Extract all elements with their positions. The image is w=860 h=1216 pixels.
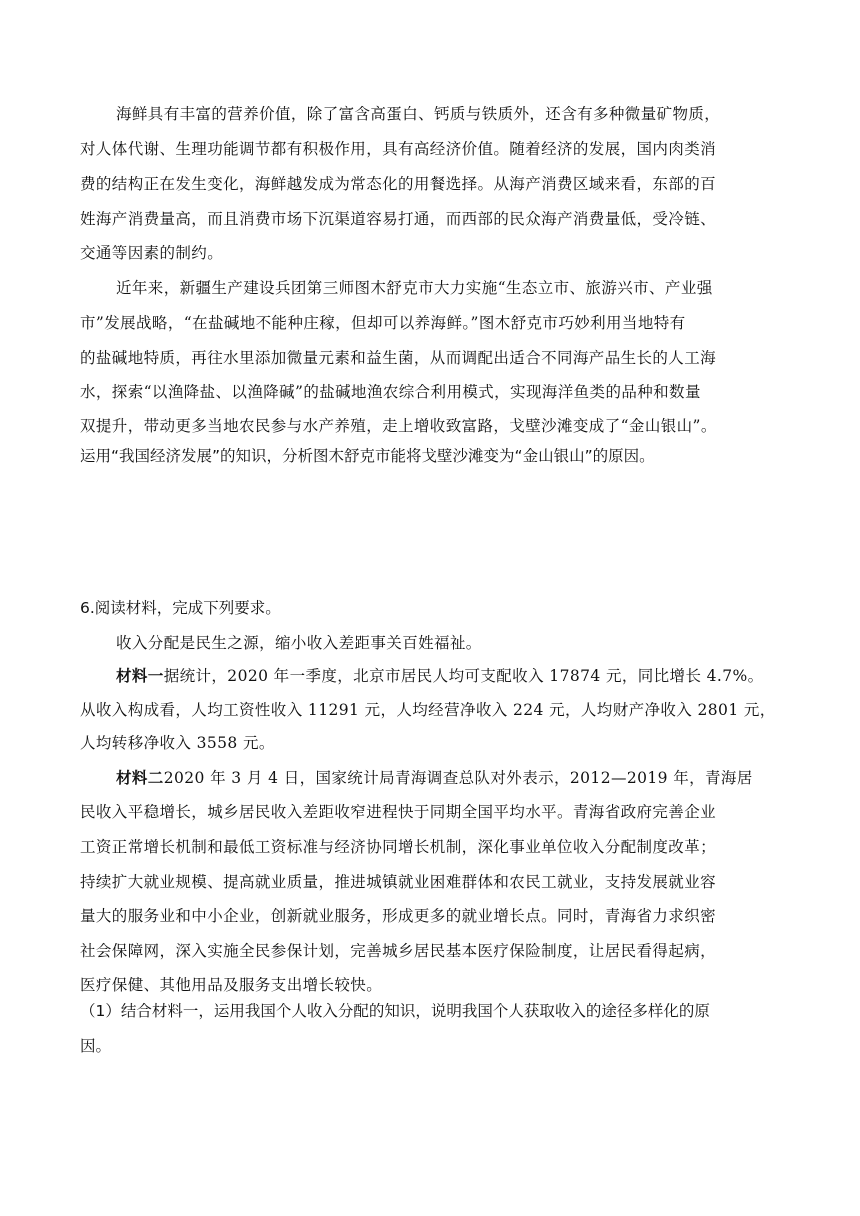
material-two-line [116,768,753,788]
passage-line: 对人体代谢、生理功能调节都有积极作用，具有高经济价值。随着经济的发展，国内肉类消 [80,140,717,158]
passage-line: 海鲜具有丰富的营养价值，除了富含高蛋白、钙质与铁质外，还含有多种微量矿物质， [116,105,721,123]
material-one-line: 从收入构成看，人均工资性收入 11291 元，人均经营净收入 224 元，人均财产净收入 2801 元， [80,701,776,719]
material-one-text: 据统计，2020 年一季度，北京市居民人均可支配收入 17874 元，同比增长 4.7%。 [163,667,764,685]
sub-question-1: （1）结合材料一，运用我国个人收入分配的知识，说明我国个人获取收入的途径多样化的原 [80,1002,710,1020]
material-two-line: 医疗保健、其他用品及服务支出增长较快。 [80,976,383,994]
material-one-line: 人均转移净收入 3558 元。 [80,734,275,752]
passage-question: 运用“我国经济发展”的知识，分析图木舒克市能将戈壁沙滩变为“金山银山”的原因。 [80,447,655,465]
material-two-line: 社会保障网，深入实施全民参保计划，完善城乡居民基本医疗保险制度，让居民看得起病， [80,942,717,960]
material-two-line: 工资正常增长机制和最低工资标准与经济协同增长机制，深化事业单位收入分配制度改革； [80,838,717,856]
material-two-line: 民收入平稳增长，城乡居民收入差距收窄进程快于同期全国平均水平。青海省政府完善企业 [80,803,717,821]
passage-line: 费的结构正在发生变化，海鲜越发成为常态化的用餐选择。从海产消费区域来看，东部的百 [80,175,717,193]
material-two-line: 量大的服务业和中小企业，创新就业服务，形成更多的就业增长点。同时，青海省力求织密 [80,907,717,925]
question-intro: 收入分配是民生之源，缩小收入差距事关百姓福祉。 [116,634,482,652]
question-heading: 6.阅读材料，完成下列要求。 [80,599,281,617]
sub-question-1-continued: 因。 [80,1037,112,1055]
material-one-label: 材料一 [116,666,164,685]
passage-line: 交通等因素的制约。 [80,244,224,262]
material-two-label: 材料二 [116,768,164,787]
material-one-line [116,666,764,686]
passage-line: 双提升，带动更多当地农民参与水产养殖，走上增收致富路，戈壁沙滩变成了“金山银山”。 [80,417,717,435]
material-two-text: 2020 年 3 月 4 日，国家统计局青海调查总队对外表示，2012—2019 年，青海居 [163,769,753,787]
passage-line: 水，探索“以渔降盐、以渔降碱”的盐碱地渔农综合利用模式，实现海洋鱼类的品种和数量 [80,383,701,401]
passage-line: 姓海产消费量高，而且消费市场下沉渠道容易打通，而西部的民众海产消费量低，受冷链、 [80,210,717,228]
passage-line: 近年来，新疆生产建设兵团第三师图木舒克市大力实施“生态立市、旅游兴市、产业强 [116,279,713,297]
passage-line: 市”发展战略，“在盐碱地不能种庄稼，但却可以养海鲜。”图木舒克市巧妙利用当地特有 [80,314,686,332]
material-two-line: 持续扩大就业规模、提高就业质量，推进城镇就业困难群体和农民工就业，支持发展就业容 [80,873,717,891]
passage-line: 的盐碱地特质，再往水里添加微量元素和益生菌，从而调配出适合不同海产品生长的人工海 [80,349,717,367]
